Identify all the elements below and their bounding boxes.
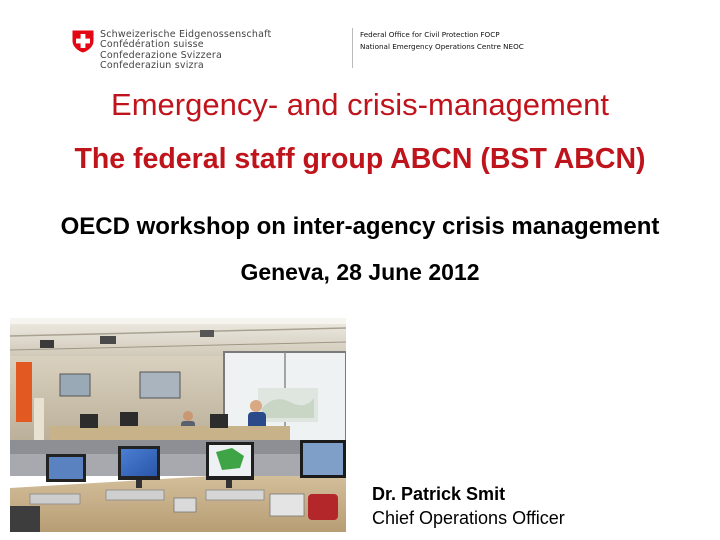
speaker-role: Chief Operations Officer: [372, 508, 565, 528]
swiss-shield-logo-icon: [70, 28, 96, 54]
office-line-focp: Federal Office for Civil Protection FOCP: [360, 30, 500, 39]
confederation-name-fr: Confédération suisse: [100, 39, 204, 51]
confederation-name-it: Confederazione Svizzera: [100, 49, 223, 61]
office-name: [360, 29, 524, 52]
confederation-name-rm: Confederaziun svizra: [100, 59, 204, 71]
confederation-names: [100, 30, 271, 71]
speaker-name: Dr. Patrick Smit: [372, 484, 506, 504]
office-line-neoc: National Emergency Operations Centre NEOC: [360, 41, 524, 51]
header-divider: [352, 28, 353, 68]
place-date: Geneva, 28 June 2012: [240, 259, 480, 285]
main-title: Emergency- and crisis-management: [111, 87, 609, 122]
operations-centre-photo: [10, 318, 346, 532]
event-title: OECD workshop on inter-agency crisis management: [60, 213, 660, 240]
subtitle: The federal staff group ABCN (BST ABCN): [74, 143, 646, 175]
confederation-name-de: Schweizerische Eidgenossenschaft: [100, 29, 272, 40]
